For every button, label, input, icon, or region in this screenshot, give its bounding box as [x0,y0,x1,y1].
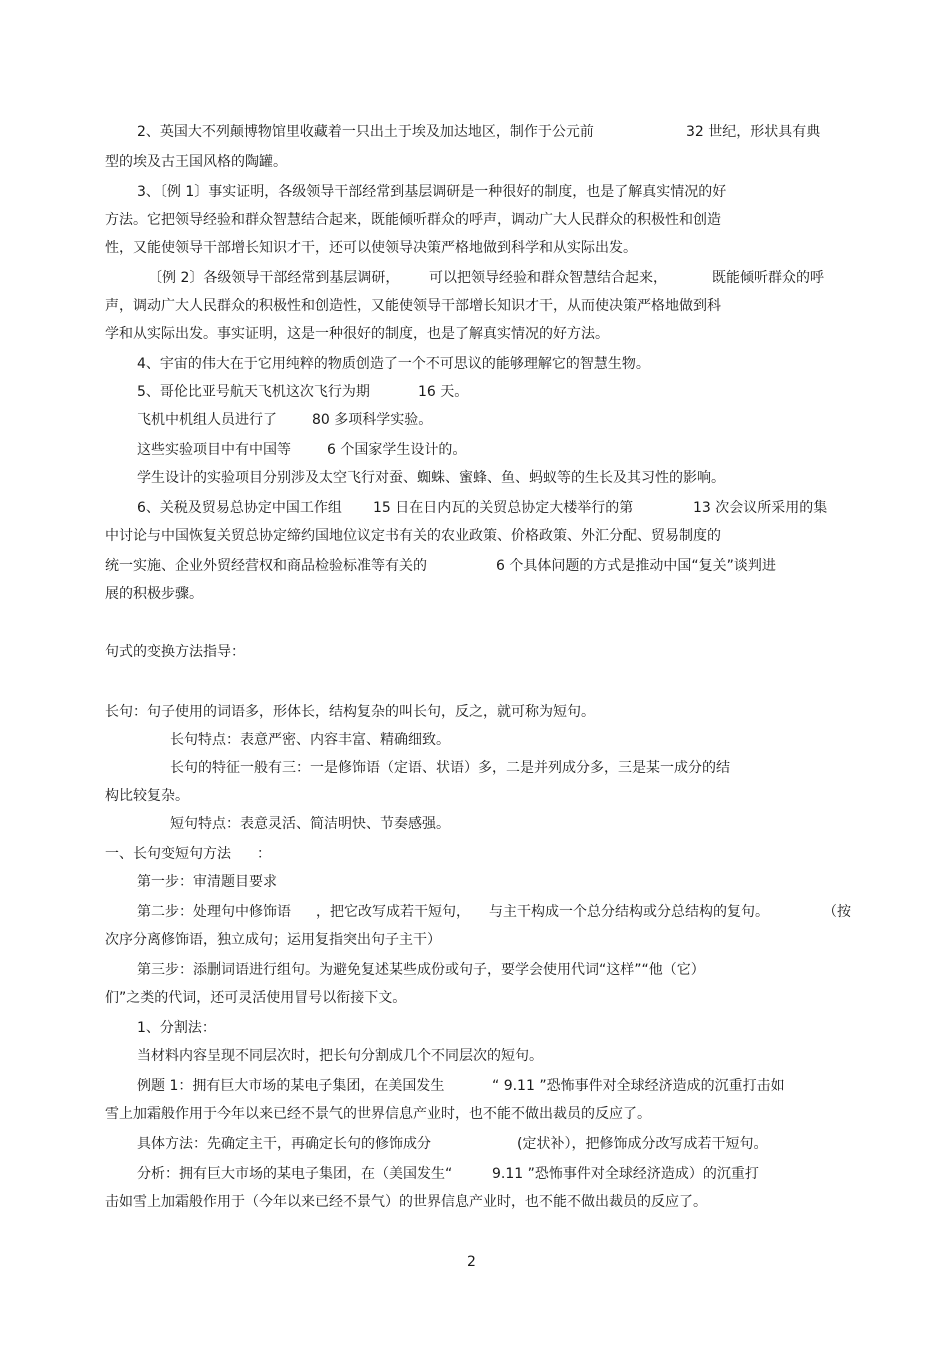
text-line-segment: ，把它改写成若干短句， [316,904,470,920]
text-line-segment: 击如雪上加霜般作用于（今年以来已经不景气）的世界信息产业时，也不能不做出裁员的反应了。 [105,1194,707,1210]
text-line-segment: 4、宇宙的伟大在于它用纯粹的物质创造了一个不可思议的能够理解它的智慧生物。 [137,356,650,372]
text-line-segment: 9.11 ”恐怖事件对全球经济造成）的沉重打 [492,1166,759,1182]
text-line-segment: 可以把领导经验和群众智慧结合起来， [429,270,667,286]
text-line-segment: 学和从实际出发。事实证明，这是一种很好的制度，也是了解真实情况的好方法。 [105,326,609,342]
text-line-segment: （按 [823,904,851,920]
text-line-segment: 中讨论与中国恢复关贸总协定缔约国地位议定书有关的农业政策、价格政策、外汇分配、贸易制度的 [105,528,721,544]
text-line-segment: 分析：拥有巨大市场的某电子集团，在（美国发生“ [137,1166,453,1182]
text-line-segment: 长句的特征一般有三：一是修饰语（定语、状语）多，二是并列成分多，三是某一成分的结 [170,760,730,776]
text-line-segment: 15 日在日内瓦的关贸总协定大楼举行的第 [373,500,634,516]
text-line-segment: 句式的变换方法指导： [105,644,245,660]
text-line-segment: 这些实验项目中有中国等 [137,442,291,458]
text-line-segment: 1、分割法： [137,1020,216,1036]
text-line-segment: 6、关税及贸易总协定中国工作组 [137,500,342,516]
text-line-segment: 〔例 2〕各级领导干部经常到基层调研， [148,270,400,286]
text-line-segment: 飞机中机组人员进行了 [137,412,277,428]
text-line-segment: 16 天。 [418,384,469,400]
text-line-segment: 展的积极步骤。 [105,586,203,602]
text-line-segment: 次序分离修饰语，独立成句；运用复指突出句子主干） [105,932,441,948]
text-line-segment: 例题 1：拥有巨大市场的某电子集团，在美国发生 [137,1078,445,1094]
text-line-segment: 构比较复杂。 [105,788,189,804]
text-line-segment: 短句特点：表意灵活、简洁明快、节奏感强。 [170,816,450,832]
text-line-segment: 第一步：审清题目要求 [137,874,277,890]
text-line-segment: 雪上加霜般作用于今年以来已经不景气的世界信息产业时，也不能不做出裁员的反应了。 [105,1106,651,1122]
text-line-segment: “ 9.11 ”恐怖事件对全球经济造成的沉重打击如 [492,1078,785,1094]
text-line-segment: 6 个具体问题的方式是推动中国“复关”谈判进 [496,558,776,574]
text-line-segment: 当材料内容呈现不同层次时，把长句分割成几个不同层次的短句。 [137,1048,543,1064]
text-line-segment: 具体方法：先确定主干，再确定长句的修饰成分 [137,1136,431,1152]
text-line-segment: 长句：句子使用的词语多，形体长，结构复杂的叫长句，反之，就可称为短句。 [105,704,595,720]
text-line-segment: 80 多项科学实验。 [312,412,433,428]
text-line-segment: 既能倾听群众的呼 [712,270,824,286]
text-line-segment: 第三步：添删词语进行组句。为避免复述某些成份或句子，要学会使用代词“这样”“他（它） [137,962,705,978]
text-line-segment: 13 次会议所采用的集 [693,500,828,516]
text-line-segment: ： [257,846,271,862]
text-line-segment: 们”之类的代词，还可灵活使用冒号以衔接下文。 [105,990,407,1006]
text-line-segment: 性，又能使领导干部增长知识才干，还可以使领导决策严格地做到科学和从实际出发。 [105,240,637,256]
text-line-segment: 3、〔例 1〕事实证明，各级领导干部经常到基层调研是一种很好的制度，也是了解真实情况的好 [137,184,727,200]
text-line-segment: 学生设计的实验项目分别涉及太空飞行对蚕、蜘蛛、蜜蜂、鱼、蚂蚁等的生长及其习性的影响。 [137,470,725,486]
text-line-segment: 型的埃及古王国风格的陶罐。 [105,154,287,170]
text-line-segment: 长句特点：表意严密、内容丰富、精确细致。 [170,732,450,748]
text-line-segment: 5、哥伦比亚号航天飞机这次飞行为期 [137,384,370,400]
text-line-segment: 一、长句变短句方法 [105,846,231,862]
text-line-segment: 32 世纪，形状具有典 [686,124,821,140]
text-line-segment: 声，调动广大人民群众的积极性和创造性，又能使领导干部增长知识才干，从而使决策严格地做到科 [105,298,721,314]
text-line-segment: 方法。它把领导经验和群众智慧结合起来，既能倾听群众的呼声，调动广大人民群众的积极性和创造 [105,212,721,228]
text-line-segment: (定状补），把修饰成分改写成若干短句。 [517,1136,768,1152]
text-line-segment: 与主干构成一个总分结构或分总结构的复句。 [489,904,769,920]
text-line-segment: 2、英国大不列颠博物馆里收藏着一只出土于埃及加达地区，制作于公元前 [137,124,594,140]
text-line-segment: 统一实施、企业外贸经营权和商品检验标准等有关的 [105,558,427,574]
page-number: 2 [467,1254,476,1270]
text-line-segment: 第二步：处理句中修饰语 [137,904,291,920]
text-line-segment: 6 个国家学生设计的。 [327,442,467,458]
